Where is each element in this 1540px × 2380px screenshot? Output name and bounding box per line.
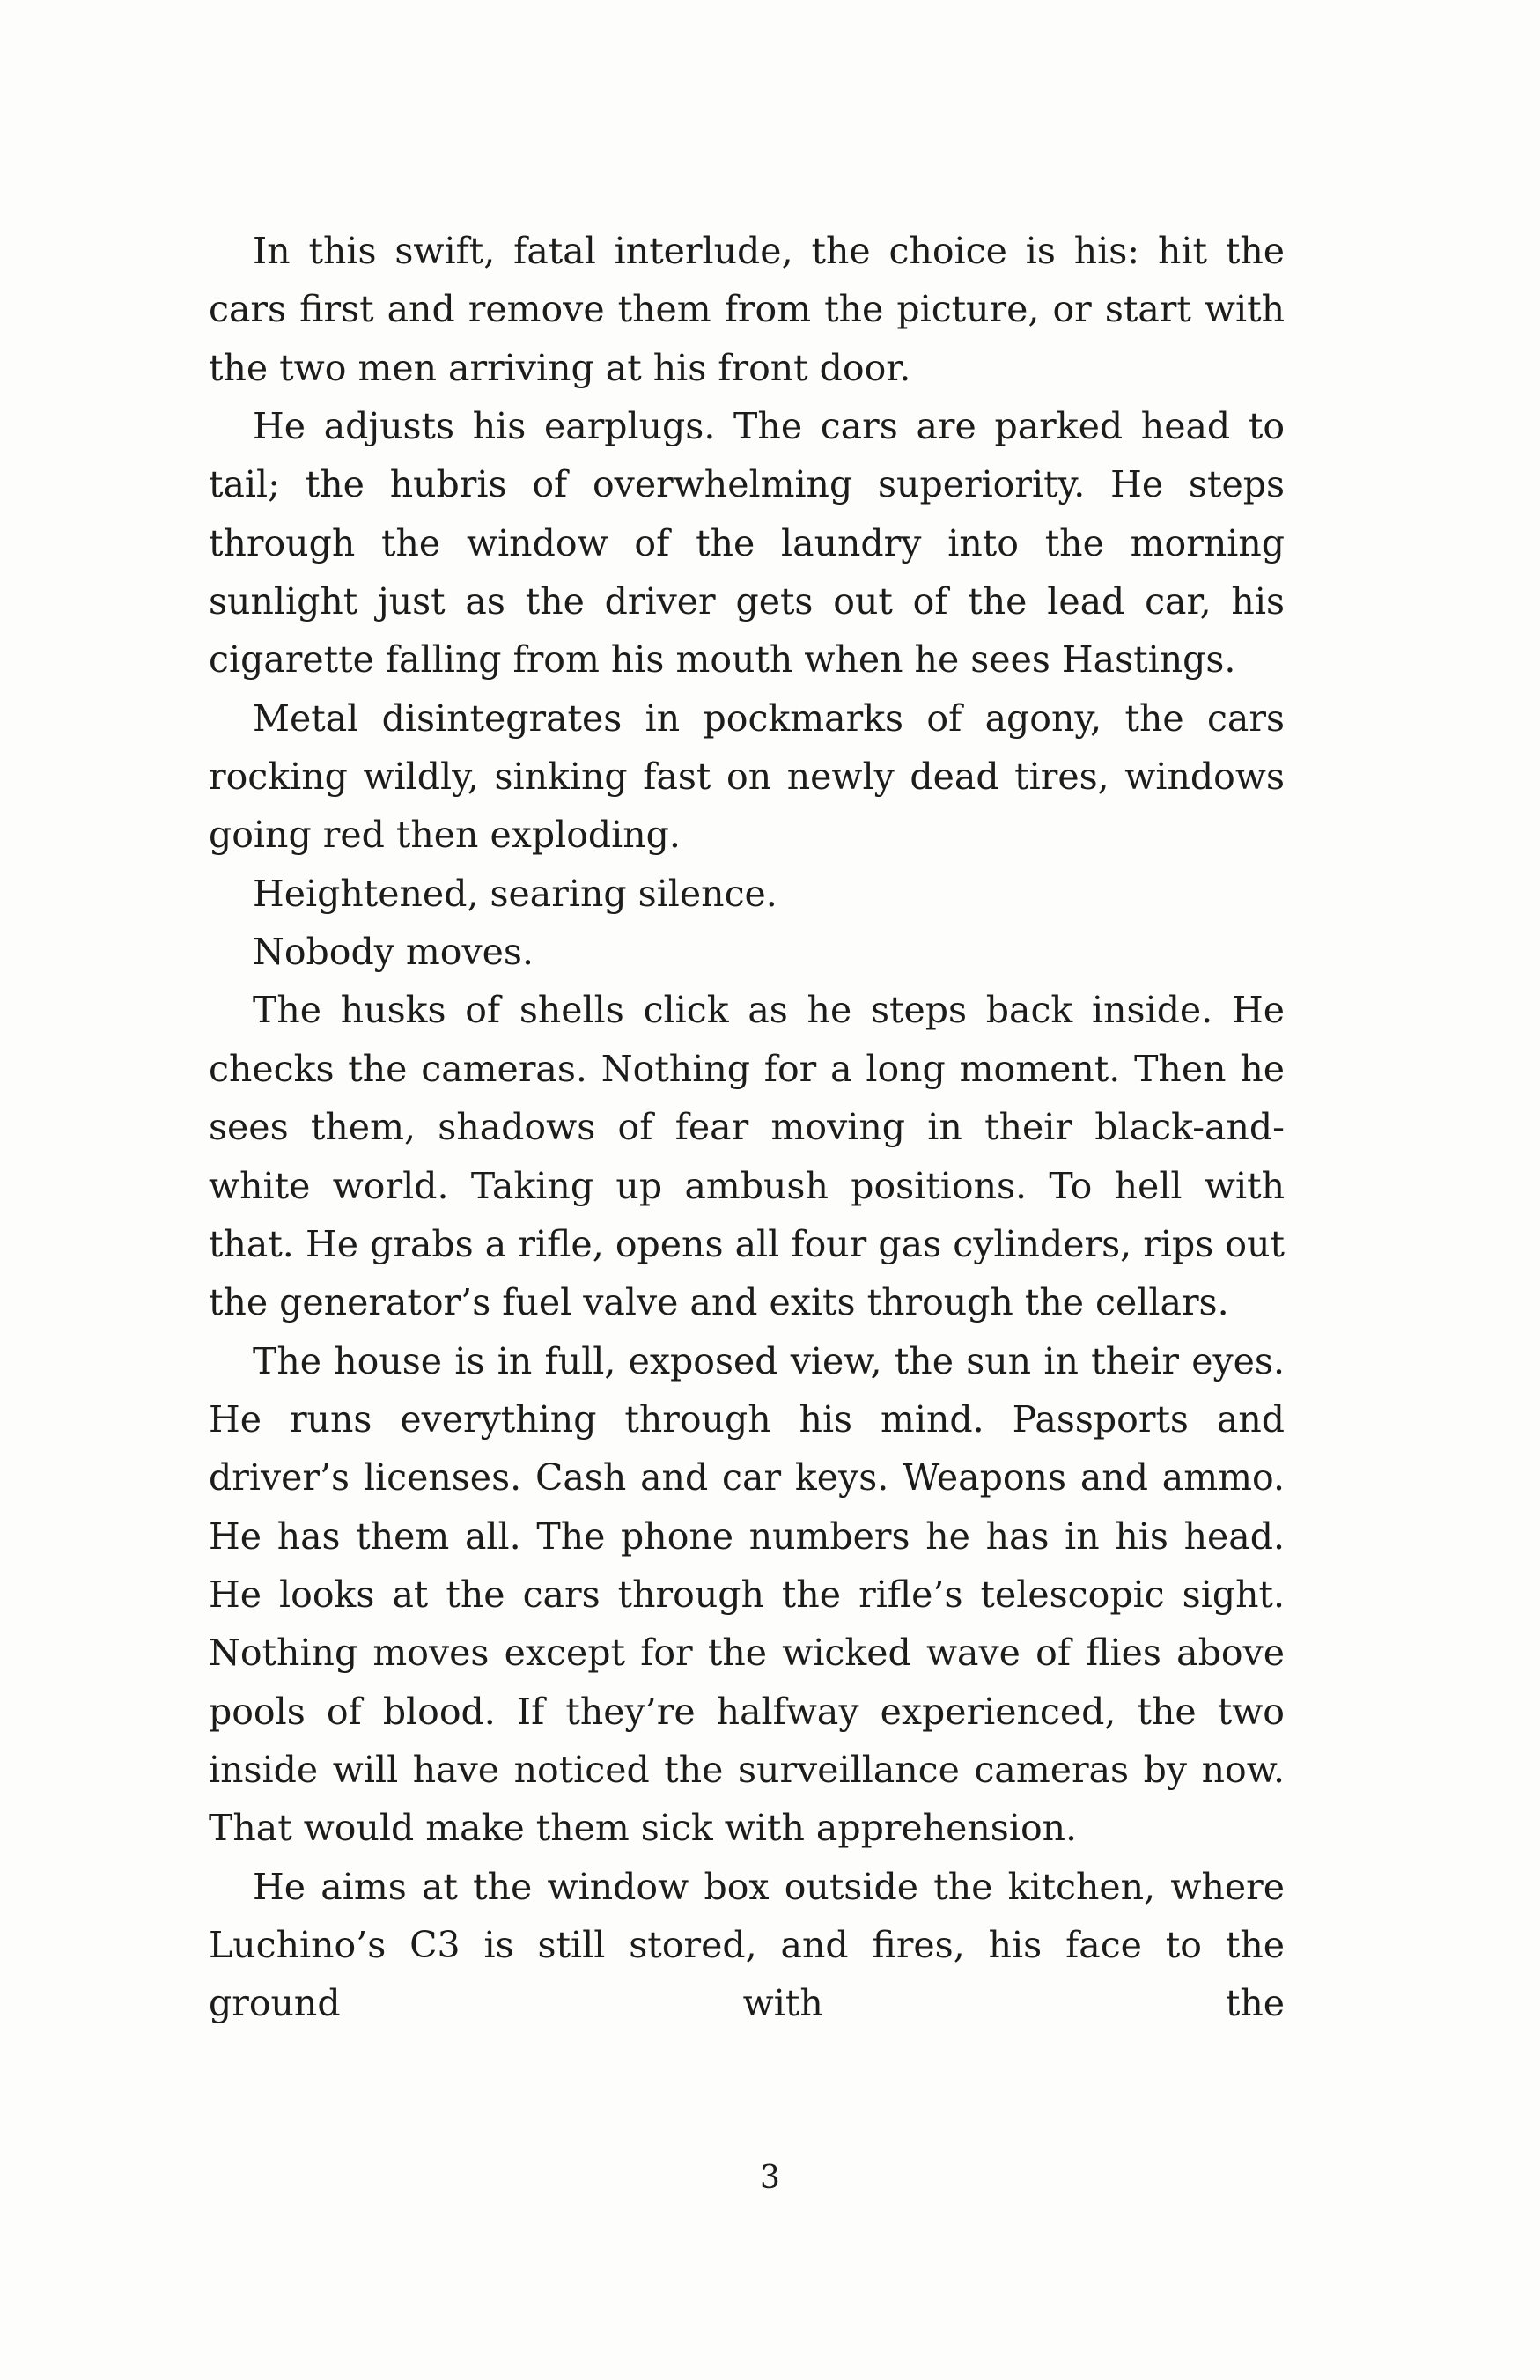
paragraph-7: The house is in full, exposed view, the sun in their eyes. He runs everything through his mind. Passports and driver’s licenses. Cash and car keys. Weapons and ammo. He has them all. The phone numbers he has in his head. He looks at the cars through the rifle’s telescopic sight. Nothing moves except for the wicked wave of flies above pools of blood. If they’re halfway experienced, the two inside will have noticed the surveillance cameras by now. That would make them sick with apprehension. <box>209 1339 1285 1850</box>
page-number: 3 <box>760 2160 780 2196</box>
paragraph-6: The husks of shells click as he steps back inside. He checks the cameras. Nothing for a long moment. Then he sees them, shadows of fear moving in their black-and-white world. Taking up ambush positions. To hell with that. He grabs a rifle, opens all four gas cylinders, rips out the generator’s fuel valve and exits through the cellars. <box>209 989 1285 1324</box>
paragraph-3: Metal disintegrates in pockmarks of agony, the cars rocking wildly, sinking fast on newly dead tires, windows going red then exploding. <box>209 696 1285 857</box>
paragraph-5: Nobody moves. <box>253 931 534 974</box>
paragraph-8: He aims at the window box outside the kitchen, where Luchino’s C3 is still stored, and fires, his face to the ground with the <box>209 1865 1285 2025</box>
paragraph-2: He adjusts his earplugs. The cars are parked head to tail; the hubris of overwhelming superiority. He steps through the window of the laundry into the morning sunlight just as the driver gets out of the lead car, his cigarette falling from his mouth when he sees Hastings. <box>209 405 1285 682</box>
paragraph-4: Heightened, searing silence. <box>253 872 777 915</box>
body-text <box>209 222 1285 2033</box>
paragraph-1: In this swift, fatal interlude, the choice is his: hit the cars first and remove them from the picture, or start with the two men arriving at his front door. <box>209 230 1285 389</box>
